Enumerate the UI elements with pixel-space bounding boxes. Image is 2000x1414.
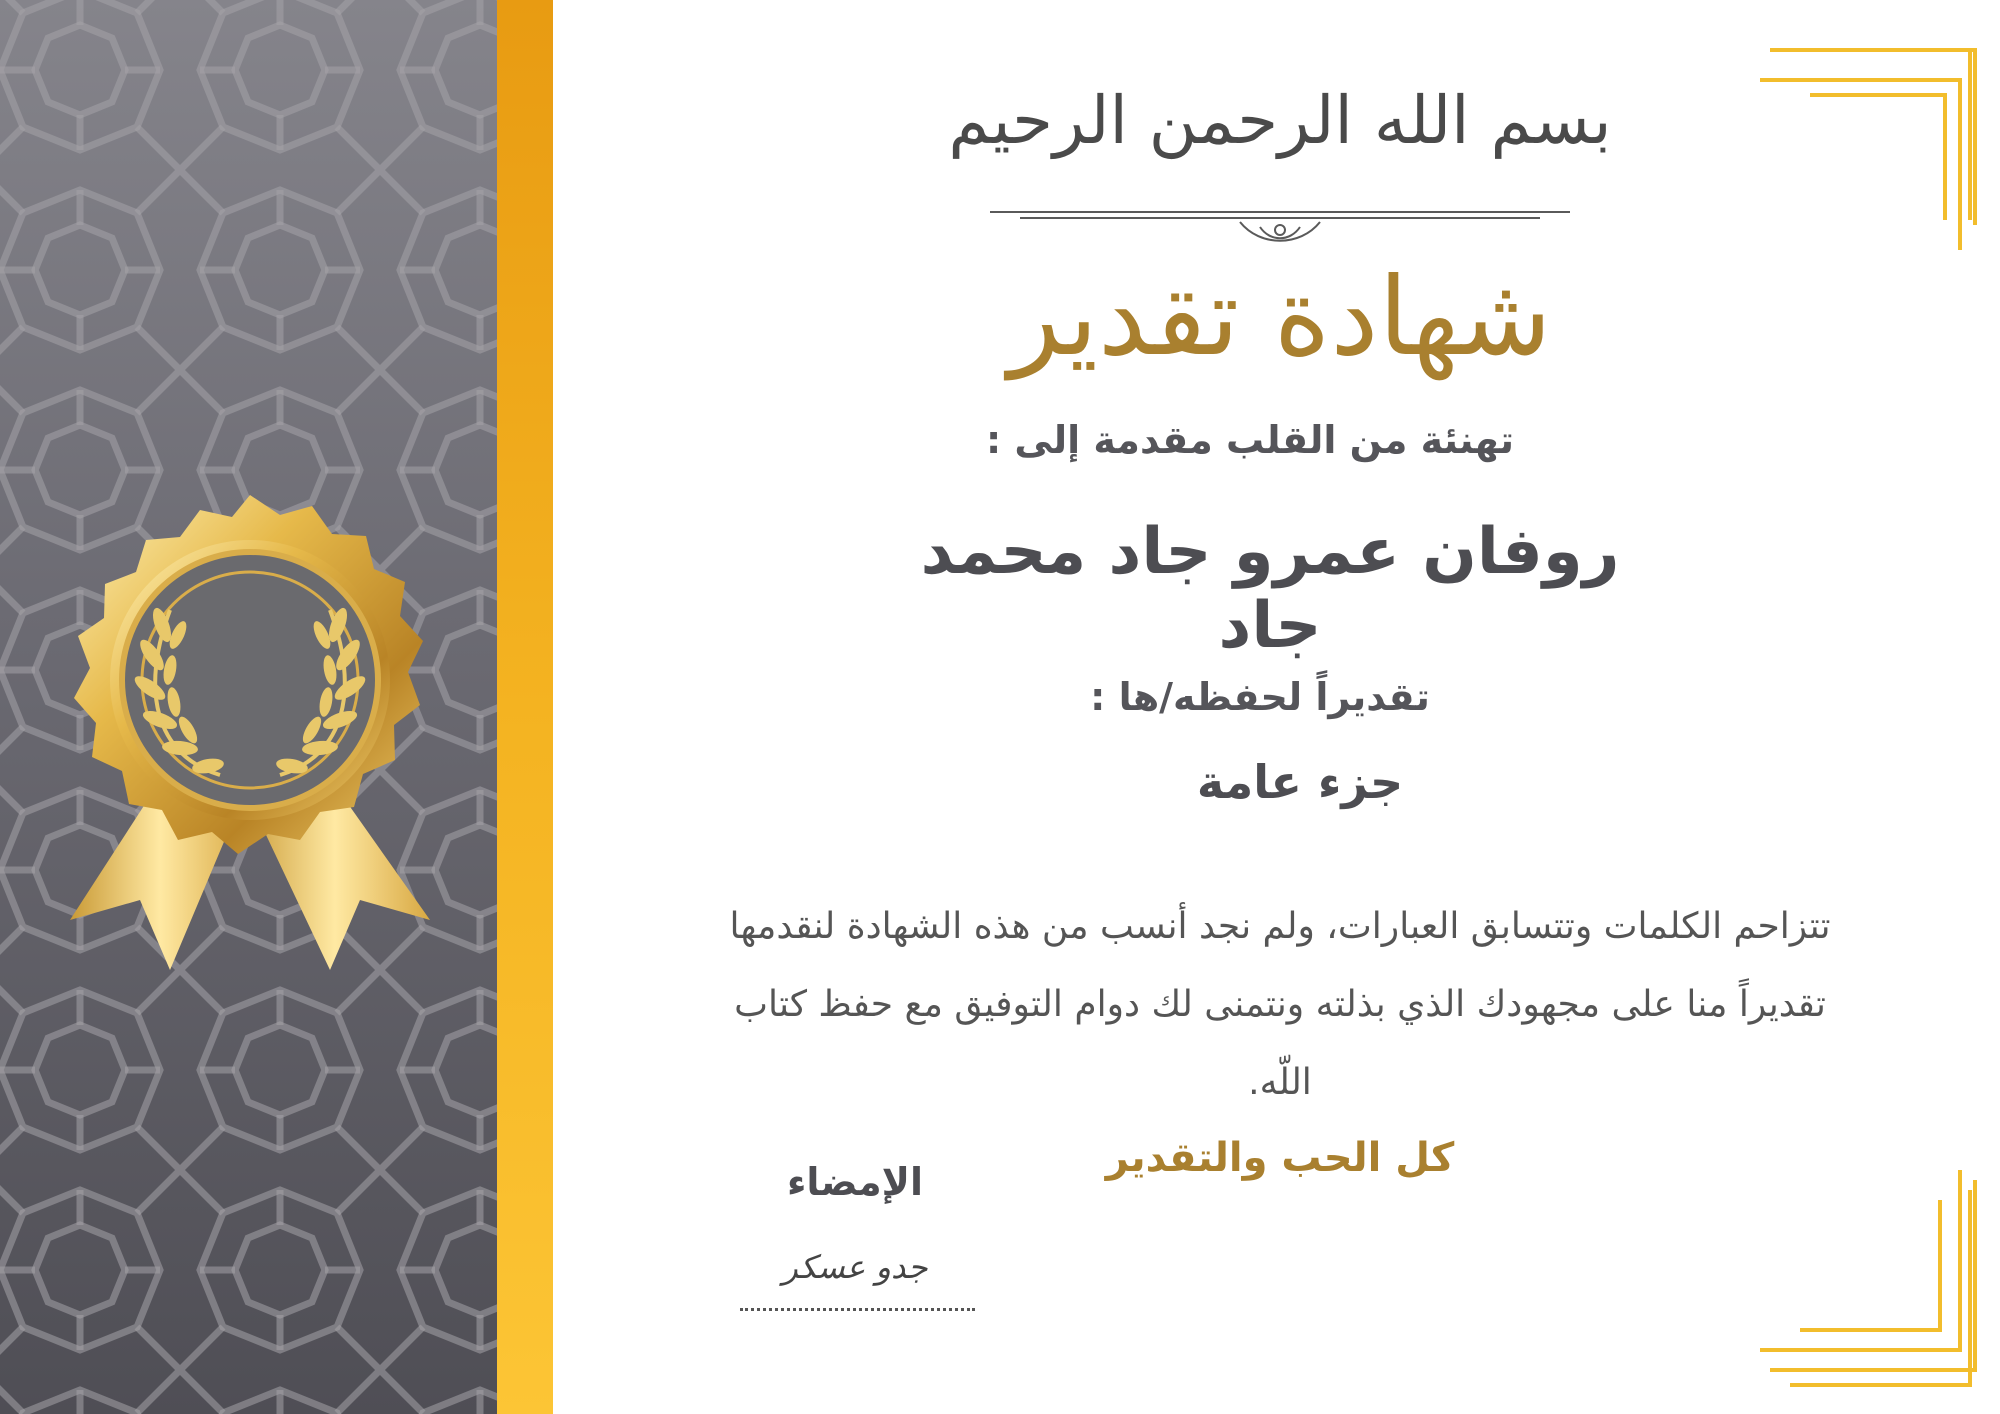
ornament-divider-icon [940, 62, 1620, 252]
basmala [940, 62, 1620, 252]
subtitle: تهنئة من القلب مقدمة إلى : [985, 418, 1514, 462]
basmala-text: بسم الله الرحمن الرحيم [948, 82, 1612, 159]
signature-name: جدو عسكر [782, 1248, 928, 1286]
gold-medal-icon [40, 450, 460, 1010]
gold-stripe [497, 0, 553, 1414]
certificate-title: شهادة تقدير [1008, 255, 1552, 380]
achievement: جزء عامة [1196, 755, 1404, 809]
body-text: تتزاحم الكلمات وتتسابق العبارات، ولم نجد أنسب من هذه الشهادة لنقدمها تقديراً منا على مجهودك الذي بذلته ونتمنى لك دوام التوفيق مع حفظ كتاب اللّه. [729, 906, 1831, 1103]
corner-lines-bottom-right [1760, 1170, 1980, 1390]
reason-label: تقديراً لحفظه/ها : [1090, 675, 1430, 719]
corner-lines-top-right [1760, 40, 1980, 260]
regards-line: كل الحب والتقدير [1105, 1135, 1455, 1181]
recipient-name: روفان عمرو جاد محمد جاد [920, 515, 1620, 663]
signature-line [740, 1308, 975, 1311]
signature-label: الإمضاء [787, 1160, 923, 1204]
